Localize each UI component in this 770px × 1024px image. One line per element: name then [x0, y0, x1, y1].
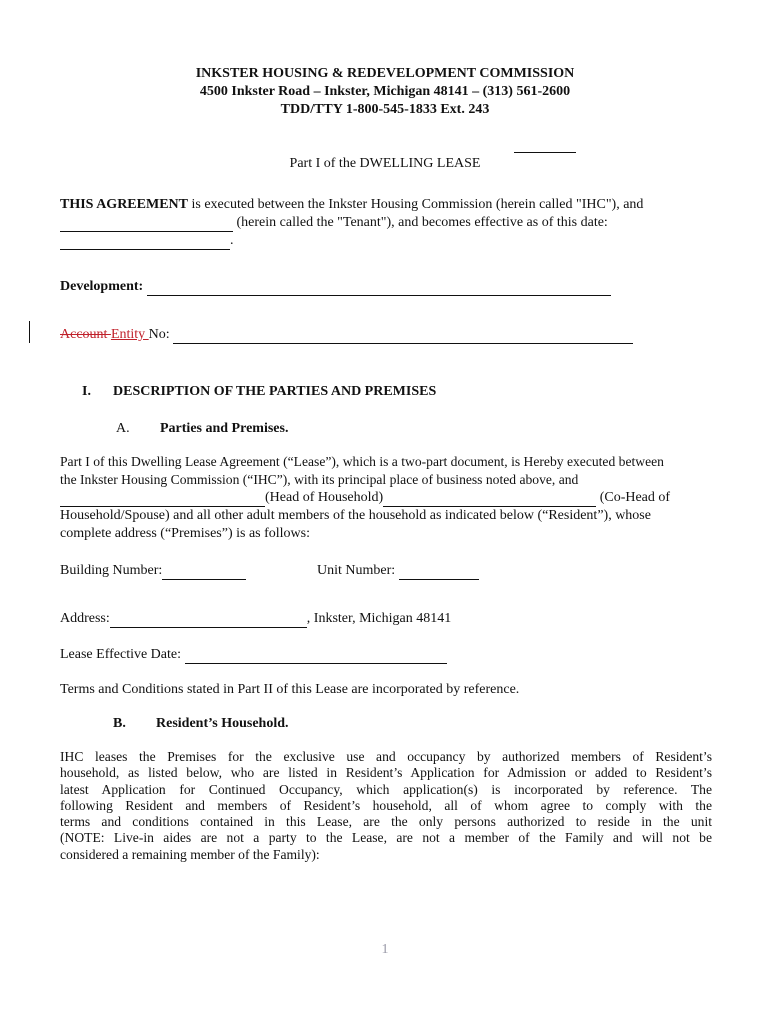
- section-a-line-5: complete address (“Premises”) is as follows:: [60, 526, 310, 541]
- unit-number-blank[interactable]: [399, 563, 479, 580]
- address-blank[interactable]: [110, 611, 307, 628]
- top-right-blank-line: [514, 152, 576, 153]
- head-of-household-blank[interactable]: [60, 490, 265, 507]
- address-row: [60, 611, 451, 628]
- agreement-line-3: [60, 233, 234, 250]
- household-line-1: IHC leases the Premises for the exclusive use and occupancy by authorized members of Resident’s: [60, 749, 712, 764]
- household-line-5: terms and conditions contained in this Lease, are the only persons authorized to reside in the unit: [60, 814, 712, 830]
- agreement-lead: THIS AGREEMENT: [60, 197, 188, 212]
- household-line-4: following Resident and members of Resident’s household, all of whom agree to comply with the: [60, 797, 712, 813]
- household-paragraph: [60, 749, 712, 863]
- building-number-row: [60, 563, 246, 580]
- household-line-7: considered a remaining member of the Family):: [60, 846, 320, 862]
- agreement-line-1: [60, 197, 643, 213]
- address-label: Address:: [60, 611, 110, 626]
- building-number-label: Building Number:: [60, 563, 163, 578]
- org-address: 4500 Inkster Road – Inkster, Michigan 48141 – (313) 561-2600: [199, 84, 571, 99]
- co-head-label: (Co-Head of: [599, 490, 671, 505]
- address-city: , Inkster, Michigan 48141: [306, 611, 452, 626]
- lease-date-blank[interactable]: [185, 647, 447, 664]
- org-tdd: TDD/TTY 1-800-545-1833 Ext. 243: [280, 102, 490, 117]
- household-line-2: household, as listed below, who are listed in Resident’s Application for Admission or added to Resident’s: [60, 765, 712, 781]
- tenant-name-blank[interactable]: [60, 215, 233, 232]
- section-a-line-4: Household/Spouse) and all other adult members of the household as indicated below (“Resident”), whose: [60, 508, 651, 523]
- lease-date-row: [60, 647, 447, 664]
- terms-statement: Terms and Conditions stated in Part II of this Lease are incorporated by reference.: [60, 682, 520, 697]
- agreement-text-2: (herein called the "Tenant"), and becomes effective as of this date:: [233, 215, 608, 230]
- section-a-letter: A.: [116, 421, 130, 436]
- lease-date-label: Lease Effective Date:: [60, 647, 182, 662]
- page-number: 1: [381, 942, 389, 957]
- section-b-letter: B.: [113, 716, 126, 731]
- revision-change-bar: [29, 321, 30, 343]
- entity-no-label: No:: [148, 327, 170, 342]
- effective-date-blank[interactable]: [60, 233, 230, 250]
- deleted-account-text: Account: [60, 327, 111, 342]
- development-label: Development:: [60, 279, 144, 294]
- org-name: INKSTER HOUSING & REDEVELOPMENT COMMISSION: [195, 66, 575, 81]
- household-line-3: latest Application for Continued Occupancy, which application(s) is incorporated by reference. The: [60, 781, 712, 797]
- co-head-blank[interactable]: [383, 490, 596, 507]
- development-blank[interactable]: [147, 279, 611, 296]
- household-line-6: (NOTE: Live-in aides are not a party to the Lease, are not a member of the Family and will not be: [60, 830, 712, 846]
- entity-no-row: [60, 327, 633, 344]
- agreement-text-1: is executed between the Inkster Housing Commission (herein called "IHC"), and: [187, 197, 644, 212]
- inserted-entity-text: Entity: [110, 327, 149, 342]
- section-1-numeral: I.: [82, 384, 91, 399]
- section-a-line-1: Part I of this Dwelling Lease Agreement (“Lease”), which is a two-part document, is Hereby executed between: [60, 454, 664, 469]
- building-number-blank[interactable]: [162, 563, 246, 580]
- section-1-title: DESCRIPTION OF THE PARTIES AND PREMISES: [113, 384, 437, 399]
- unit-number-label: Unit Number:: [317, 563, 396, 578]
- head-of-household-label: (Head of Household): [265, 490, 384, 505]
- doc-title: Part I of the DWELLING LEASE: [289, 156, 481, 171]
- section-a-line-2: the Inkster Housing Commission (“IHC”), with its principal place of business noted above, and: [60, 472, 579, 487]
- unit-number-row: [317, 563, 479, 580]
- section-a-line-3: [60, 490, 670, 507]
- agreement-end: .: [230, 233, 234, 248]
- development-row: [60, 279, 611, 296]
- agreement-line-2: [60, 215, 608, 232]
- entity-no-blank[interactable]: [173, 327, 633, 344]
- section-a-title: Parties and Premises.: [160, 421, 289, 436]
- section-b-title: Resident’s Household.: [156, 716, 289, 731]
